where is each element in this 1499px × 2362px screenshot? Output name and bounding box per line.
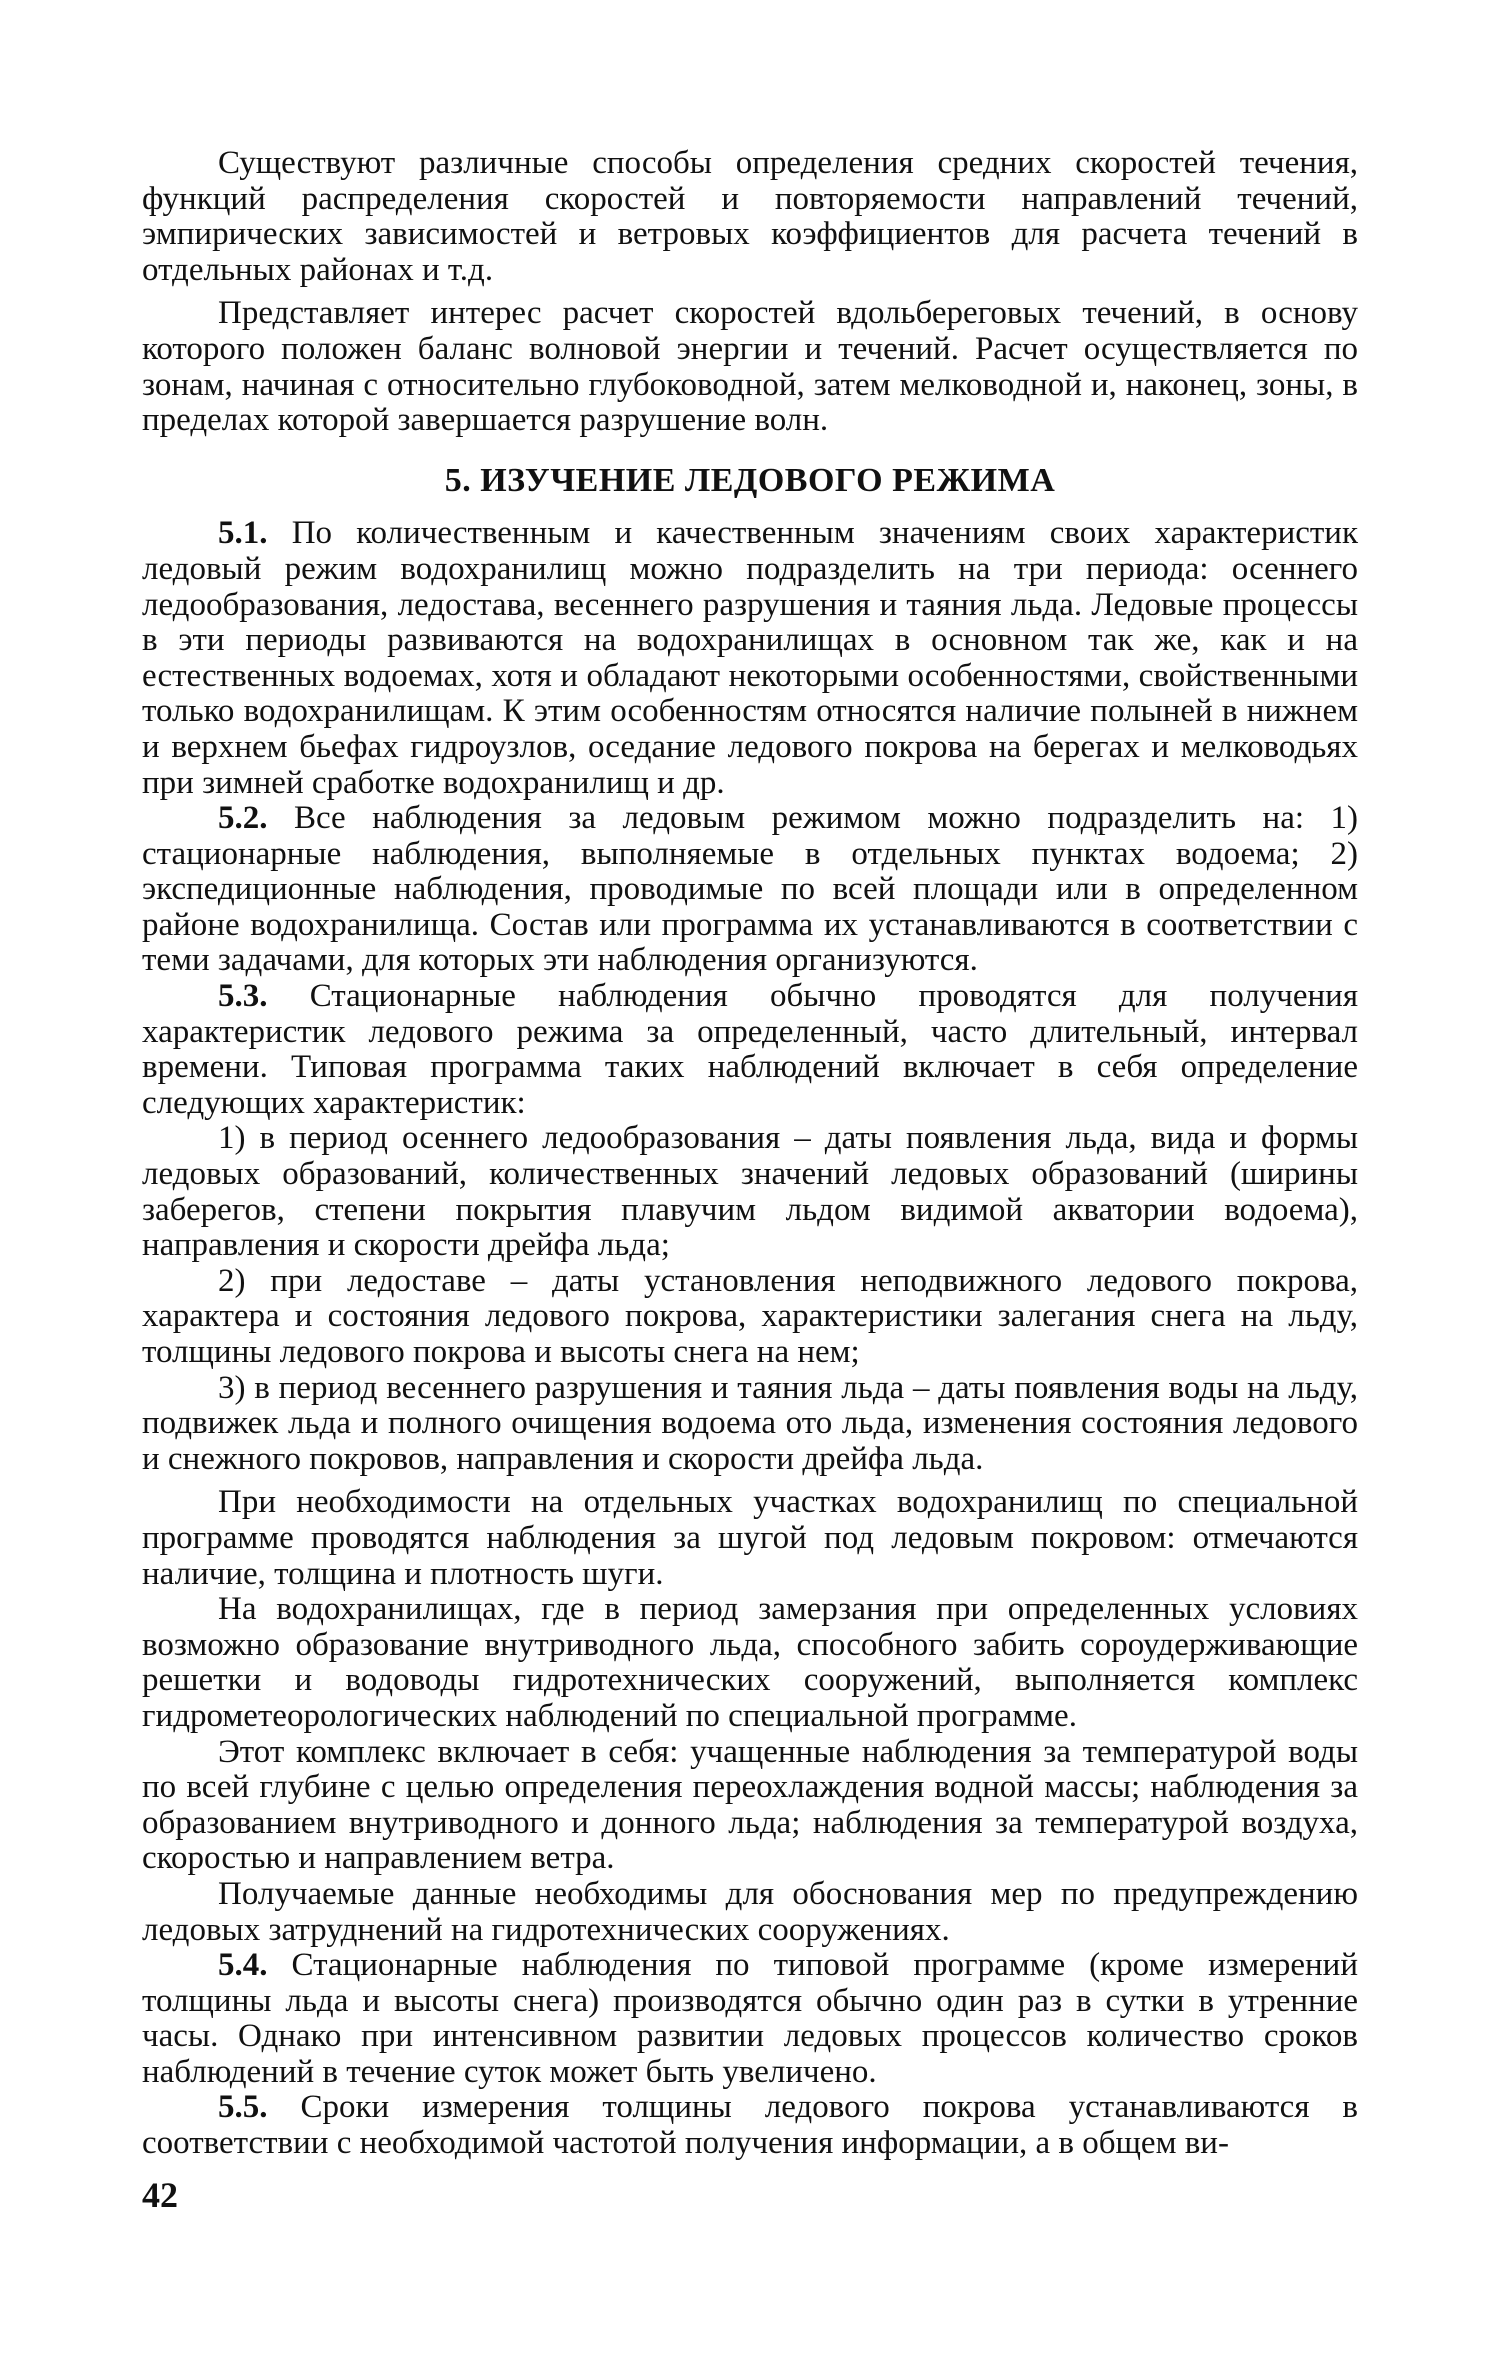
list-item-2: 2) при ледоставе – даты установления неподвижного ледового покрова, характера и состояния ледового покрова, характеристики залегания снега на льду, толщины ледового покрова и высоты снега на нем; xyxy=(142,1262,1358,1370)
paragraph-5-5 xyxy=(142,2090,1358,2161)
paragraph-text: Сроки измерения толщины ледового покрова устанавливаются в соответствии с необходимой частотой получения информации, а в общем ви- xyxy=(142,2089,1359,2162)
list-item-1: 1) в период осеннего ледообразования – даты появления льда, вида и формы ледовых образований, количественных значений ледовых образований (ширины заберегов, степени покрытия плавучим льдом видимой акватории водоема), направления и скорости дрейфа льда; xyxy=(142,1120,1358,1264)
paragraph-data: Получаемые данные необходимы для обоснования мер по предупреждению ледовых затруднений на гидротехнических сооружениях. xyxy=(142,1875,1358,1948)
list-item-3: 3) в период весеннего разрушения и таяния льда – даты появления воды на льду, подвижек льда и полного очищения водоема ото льда, изменения состояния ледового и снежного покровов, направления и скорости дрейфа льда. xyxy=(142,1369,1358,1477)
section-heading: 5. ИЗУЧЕНИЕ ЛЕДОВОГО РЕЖИМА xyxy=(444,461,1056,499)
paragraph-text: По количественным и качественным значениям своих характеристик ледовый режим водохранилищ можно подразделить на три периода: осеннего ледообразования, ледостава, весеннего разрушения и таяния льда. Ледовые процессы в эти периоды развиваются на водохранилищах в основном так же, как и на естественных водоемах, хотя и обладают некоторыми особенностями, свойственными только водохранилищам. К этим особенностям относятся наличие полыней в нижнем и верхнем бьефах гидроузлов, оседание ледового покрова на берегах и мелководьях при зимней сработке водохранилищ и др. xyxy=(142,515,1359,801)
intro-paragraph-1: Существуют различные способы определения средних скоростей течения, функций распределения скоростей и повторяемости направлений течений, эмпирических зависимостей и ветровых коэффициентов для расчета течений в отдельных районах и т.д. xyxy=(142,145,1358,288)
paragraph-5-2 xyxy=(142,801,1358,979)
paragraph-5-4 xyxy=(142,1948,1358,2090)
paragraph-number: 5.1. xyxy=(218,515,268,552)
paragraph-number: 5.4. xyxy=(218,1947,268,1984)
paragraph-text: Стационарные наблюдения обычно проводятся для получения характеристик ледового режима за определенный, часто длительный, интервал времени. Типовая программа таких наблюдений включает в себя определение следующих характеристик: xyxy=(142,978,1358,1121)
paragraph-text: Стационарные наблюдения по типовой программе (кроме измерений толщины льда и высоты снега) производятся обычно один раз в сутки в утренние часы. Однако при интенсивном развитии ледовых процессов количество сроков наблюдений в течение суток может быть увеличено. xyxy=(142,1947,1358,2090)
paragraph-number: 5.5. xyxy=(218,2089,268,2126)
paragraph-shuga: При необходимости на отдельных участках водохранилищ по специальной программе проводятся наблюдения за шугой под ледовым покровом: отмечаются наличие, толщина и плотность шуги. xyxy=(142,1484,1358,1592)
paragraph-5-1 xyxy=(142,516,1358,801)
paragraph-complex: Этот комплекс включает в себя: учащенные наблюдения за температурой воды по всей глубине с целью определения переохлаждения водной массы; наблюдения за образованием внутриводного и донного льда; наблюдения за температурой воздуха, скоростью и направлением ветра. xyxy=(142,1733,1358,1877)
paragraph-text: Все наблюдения за ледовым режимом можно подразделить на: 1) стационарные наблюдения, выполняемые в отдельных пунктах водоема; 2) экспедиционные наблюдения, проводимые по всей площади или в определенном районе водохранилища. Состав или программа их устанавливаются в соответствии с теми задачами, для которых эти наблюдения организуются. xyxy=(142,800,1358,979)
paragraph-freeze: На водохранилищах, где в период замерзания при определенных условиях возможно образование внутриводного льда, способного забить сороудерживающие решетки и водоводы гидротехнических сооружений, выполняется комплекс гидрометеорологических наблюдений по специальной программе. xyxy=(142,1591,1358,1734)
page-number: 42 xyxy=(142,2175,178,2215)
page-content xyxy=(142,146,1358,2162)
paragraph-5-3 xyxy=(142,979,1358,1121)
paragraph-number: 5.2. xyxy=(218,800,268,837)
paragraph-number: 5.3. xyxy=(218,978,268,1015)
intro-paragraph-2: Представляет интерес расчет скоростей вдольбереговых течений, в основу которого положен баланс волновой энергии и течений. Расчет осуществляется по зонам, начиная с относительно глубоководной, затем мелководной и, наконец, зоны, в пределах которой завершается разрушение волн. xyxy=(142,295,1358,439)
